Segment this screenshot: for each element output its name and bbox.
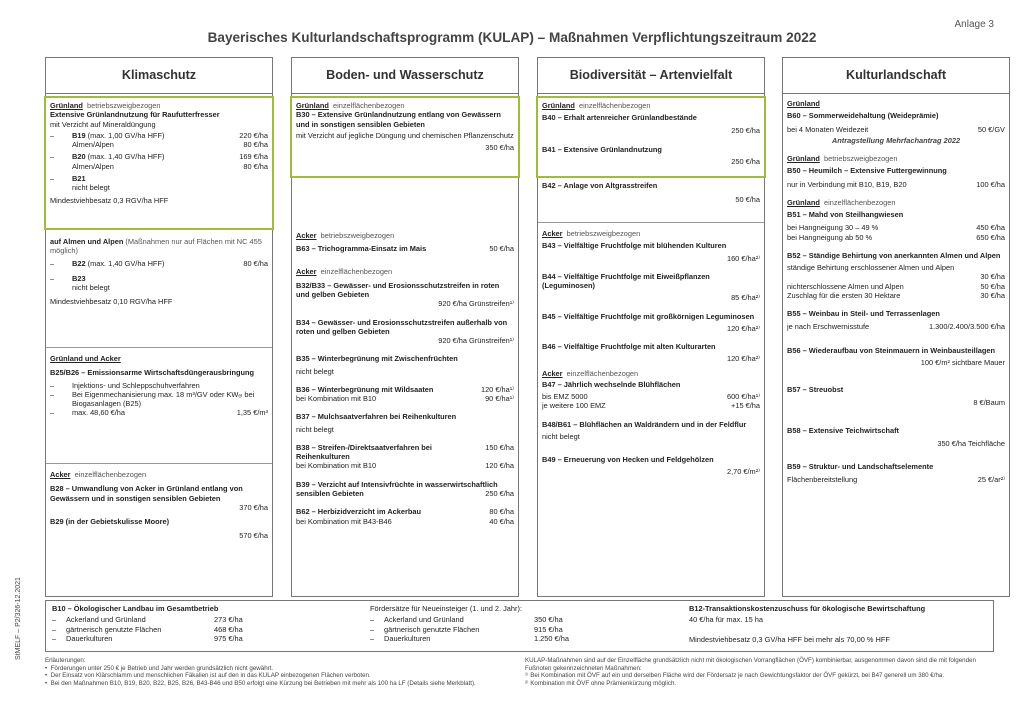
section-label: auf Almen und Alpen — [50, 237, 124, 246]
rate-value: 30 €/ha — [980, 290, 1005, 300]
min-stock: Mindestviehbesatz 0,10 RGV/ha HFF — [50, 297, 173, 307]
measure-title: B36 – Winterbegrünung mit Wildsaaten — [296, 384, 434, 394]
column-klimaschutz — [45, 57, 273, 597]
measure-text: mit Verzicht auf jegliche Düngung und chemischen Pflanzenschutz — [296, 130, 514, 140]
rate-value: 1.250 €/ha — [534, 633, 569, 643]
measure-text: max. 48,60 €/ha — [72, 408, 126, 418]
area-label: Grünland — [542, 101, 575, 110]
measure-text: nicht belegt — [296, 366, 334, 376]
measure-box-acker-einzel — [46, 463, 272, 593]
min-stock: Mindestviehbesatz 0,3 RGV/ha HFF — [50, 196, 169, 206]
rate-value: 80 €/ha — [489, 507, 514, 517]
rate-value: 169 €/ha — [239, 152, 268, 162]
column-boden-wasserschutz — [291, 57, 519, 597]
rate-value: 220 €/ha — [239, 130, 268, 140]
measure-b20: – B20 (max. 1,40 GV/ha HFF) 169 €/ha Almen/Alpen 80 €/ha — [50, 152, 268, 171]
measure-box-acker — [292, 228, 518, 628]
application-note: Antragstellung Mehrfachantrag 2022 — [831, 135, 961, 145]
rate-value: 80 €/ha — [243, 161, 268, 171]
b12-block — [689, 604, 989, 644]
rate-label: Dauerkulturen — [66, 633, 113, 643]
measure-title: B58 – Extensive Teichwirtschaft — [787, 425, 899, 435]
measure-box-gruenland-betrieb — [44, 96, 274, 230]
column-biodiversitaet — [537, 57, 765, 597]
rate-value: 600 €/ha¹⁾ — [726, 392, 760, 401]
neueinsteiger-block: Fördersätze für Neueinsteiger (1. und 2. Jahr): – Ackerland und Grünland 350 €/ha – gärtnerisch genutzte Flächen 915 €/ha – Dauerkulturen 1.250 €/ha — [370, 604, 600, 643]
footnotes-right — [525, 657, 995, 687]
measure-box-kulturlandschaft — [783, 96, 1009, 626]
measure-box-almen — [46, 234, 272, 350]
measure-title: B42 – Anlage von Altgrasstreifen — [542, 181, 658, 190]
rate-value: 50 €/ha — [980, 281, 1005, 291]
measure-code: B21 — [72, 173, 86, 183]
footnote-title: Erläuterungen: — [45, 657, 86, 664]
rate-value: 250 €/ha — [731, 157, 760, 166]
measure-title: B47 – Jährlich wechselnde Blühflächen — [542, 379, 681, 389]
measure-text: Bei Eigenmechanisierung max. 18 m³/GV oder KWₑₗ bei Biogasanlagen (B25) — [72, 389, 255, 408]
scope-label: einzelflächenbezogen — [74, 470, 147, 479]
footnote-item: Förderungen unter 250 € je Betrieb und Jahr werden grundsätzlich nicht gewährt. — [50, 664, 274, 672]
measure-title: B25/B26 – Emissionsarme Wirtschaftsdüngerausbringung — [50, 368, 255, 378]
rate-value: 975 €/ha — [214, 633, 243, 643]
rate-value: 80 €/ha — [243, 258, 268, 268]
oeko-landbau-box — [45, 600, 994, 652]
measure-title: B57 – Streuobst — [787, 385, 844, 394]
measure-title: B35 – Winterbegrünung mit Zwischenfrüchten — [296, 354, 458, 364]
measure-title: B10 – Ökologischer Landbau im Gesamtbetrieb — [52, 604, 219, 613]
rate-value: 30 €/ha — [980, 272, 1005, 282]
measure-title: B44 – Vielfältige Fruchtfolge mit Eiweißpflanzen (Leguminosen) — [542, 271, 710, 290]
measure-text: (max. 1,00 GV/ha HFF) — [87, 130, 165, 140]
rate-value: 50 €/ha — [489, 244, 514, 254]
rate-value: 120 €/ha²⁾ — [726, 354, 760, 364]
rate-value: 450 €/ha — [976, 223, 1005, 233]
measure-text: nicht belegt — [72, 283, 110, 292]
sub-label: Almen/Alpen — [72, 161, 114, 171]
measure-title: B45 – Vielfältige Fruchtfolge mit großkörnigen Leguminosen — [542, 311, 755, 321]
rate-value: 150 €/ha — [485, 442, 514, 452]
min-stock: Mindestviehbesatz 0,3 GV/ha HFF bei mehr als 70,00 % HFF — [689, 634, 890, 644]
combination-label: bei Kombination mit B10 — [296, 461, 377, 471]
rate-label: Flächenbereitstellung — [787, 475, 858, 485]
combination-label: bei Kombination mit B43-B46 — [296, 516, 392, 526]
rate-label: nichterschlossene Almen und Alpen — [787, 281, 904, 291]
rate-value: 920 €/ha Grünstreifen¹⁾ — [438, 299, 514, 309]
rate-value: 1,35 €/m³ — [236, 408, 268, 418]
rate-value: 50 €/ha — [735, 195, 760, 205]
measure-code: B22 — [72, 258, 86, 268]
rate-value: 120 €/ha²⁾ — [726, 323, 760, 333]
area-label: Grünland — [787, 197, 820, 207]
measure-title: B46 – Vielfältige Fruchtfolge mit alten Kulturarten — [542, 342, 716, 351]
annex-label: Anlage 3 — [954, 19, 994, 30]
rate-value: 370 €/ha — [239, 502, 268, 512]
area-label: Grünland — [787, 99, 820, 108]
measure-title: B51 – Mahd von Steilhangwiesen — [787, 210, 904, 219]
measure-title: B34 – Gewässer- und Erosionsschutzstreifen außerhalb von roten und gelben Gebieten — [296, 317, 508, 336]
measure-code: B23 — [72, 273, 86, 283]
measure-title: B30 – Extensive Grünlandnutzung entlang von Gewässern und in sonstigen sensiblen Gebieten — [296, 110, 501, 129]
measure-title: B62 – Herbizidverzicht im Ackerbau — [296, 507, 422, 517]
footnote-item: Der Einsatz von Klärschlamm und menschlichen Fäkalien ist auf den in das KULAP einbezogenen Flächen verboten. — [50, 672, 371, 680]
measure-text: (max. 1,40 GV/ha HFF) — [87, 258, 165, 268]
rate-label: 40 €/ha für max. 15 ha — [689, 615, 763, 625]
measure-box-b42 — [538, 178, 764, 224]
footnote-item: ²⁾ Kombination mit ÖVF ohne Prämienkürzung möglich. — [525, 679, 677, 687]
measure-title: Extensive Grünlandnutzung für Raufutterfresser — [50, 110, 220, 120]
rate-value: 250 €/ha — [731, 125, 760, 135]
column-heading: Kulturlandschaft — [783, 58, 1009, 94]
rate-label: je nach Erschwernisstufe — [787, 322, 870, 332]
combination-label: bei Kombination mit B10 — [296, 394, 377, 403]
measure-box-b40-b41 — [536, 96, 766, 178]
area-label: Acker — [542, 368, 563, 378]
scope-label: betriebszweigbezogen — [566, 229, 641, 238]
rate-value: 273 €/ha — [214, 615, 243, 625]
rate-label: bei Hangneigung 30 – 49 % — [787, 223, 879, 233]
scope-label: einzelflächenbezogen — [823, 197, 896, 207]
measure-title: B40 – Erhalt artenreicher Grünlandbestände — [542, 113, 697, 123]
section-note: (Maßnahmen nur auf Flächen mit NC 455 möglich) — [50, 237, 262, 256]
rate-label: bei 4 Monaten Weidezeit — [787, 124, 869, 134]
rate-value: 350 €/ha — [534, 615, 563, 625]
rate-value: 650 €/ha — [976, 232, 1005, 242]
rate-label: gärtnerisch genutzte Flächen — [384, 624, 480, 634]
rate-value: 100 €/ha — [976, 179, 1005, 189]
measure-code: B20 — [72, 152, 86, 162]
footnotes-left: Erläuterungen: • Förderungen unter 250 € je Betrieb und Jahr werden grundsätzlich nicht gewährt. • Der Einsatz von Klärschlamm und menschlichen Fäkalien ist auf den in das KULAP einbezogenen Flächen verboten. • Bei den Maßnahmen B10, B19, B20, B22, B25, B26, B43-B46 und B50 erfolgt eine Kürzung bei Betrieben mit mehr als 100 ha LF (Details siehe Merkblatt). — [45, 657, 515, 687]
scope-label: einzelflächenbezogen — [578, 101, 651, 110]
rate-label: Zuschlag für die ersten 30 Hektare — [787, 290, 901, 300]
rate-label: Ackerland und Grünland — [384, 615, 464, 625]
measure-title: B32/B33 – Gewässer- und Erosionsschutzstreifen in roten und gelben Gebieten — [296, 280, 500, 299]
rate-label: bei Hangneigung ab 50 % — [787, 232, 873, 242]
measure-text: Injektions- und Schleppschuhverfahren — [72, 380, 200, 390]
rate-label: nur in Verbindung mit B10, B19, B20 — [787, 179, 907, 189]
rate-value: 2,70 €/m²⁾ — [726, 467, 760, 477]
measure-b19: – B19 (max. 1,00 GV/ha HFF) 220 €/ha Almen/Alpen 80 €/ha — [50, 130, 268, 149]
column-kulturlandschaft — [782, 57, 1010, 597]
measure-title: B41 – Extensive Grünlandnutzung — [542, 144, 662, 154]
sub-label: Almen/Alpen — [72, 140, 114, 149]
scope-label: einzelflächenbezogen — [332, 101, 405, 110]
measure-text: (max. 1,40 GV/ha HFF) — [87, 152, 165, 162]
measure-title: B28 – Umwandlung von Acker in Grünland entlang von Gewässern und in sonstigen sensiblen Gebieten — [50, 484, 243, 503]
measure-code: B19 — [72, 130, 86, 140]
measure-title: B43 – Vielfältige Fruchtfolge mit blühenden Kulturen — [542, 241, 727, 251]
scope-label: einzelflächenbezogen — [566, 368, 639, 378]
measure-text: nicht belegt — [296, 424, 334, 434]
footnote-item: Bei den Maßnahmen B10, B19, B20, B22, B25, B26, B43-B46 und B50 erfolgt eine Kürzung bei Betrieben mit mehr als 100 ha LF (Details siehe Merkblatt). — [50, 679, 476, 687]
rate-label: bis EMZ 5000 — [542, 392, 588, 401]
area-label: Grünland — [787, 154, 820, 163]
rate-value: 468 €/ha — [214, 624, 243, 634]
rate-value: 350 €/ha — [485, 143, 514, 152]
section-label: Fördersätze für Neueinsteiger (1. und 2. Jahr): — [370, 604, 522, 613]
rate-value: 100 €/m² sichtbare Mauer — [920, 357, 1005, 367]
rate-value: 25 €/ar²⁾ — [977, 475, 1005, 485]
scope-label: betriebszweigbezogen — [86, 101, 161, 110]
area-label: Grünland — [50, 101, 83, 110]
area-label: Acker — [542, 229, 563, 238]
measure-title: B48/B61 – Blühflächen an Waldrändern und in der Feldflur — [542, 419, 747, 429]
measure-title: B12-Transaktionskostenzuschuss für ökologische Bewirtschaftung — [689, 604, 926, 613]
rate-label: Ackerland und Grünland — [66, 615, 146, 625]
measure-box-gruenland-acker: Grünland und Acker B25/B26 – Emissionsarme Wirtschaftsdüngerausbringung – Injektions- und Schleppschuhverfahren – Bei Eigenmechanisierung max. 18 m³/GV oder KWₑₗ bei Biogasanlagen (B25) – max. 48,60 €/ha 1,35 €/m³ — [46, 347, 272, 463]
rate-value: 915 €/ha — [534, 624, 563, 634]
b10-block: B10 – Ökologischer Landbau im Gesamtbetrieb – Ackerland und Grünland 273 €/ha – gärtnerisch genutzte Flächen 468 €/ha – Dauerkulturen 975 €/ha — [52, 604, 262, 643]
rate-value: 85 €/ha²⁾ — [731, 293, 760, 303]
measure-title: B59 – Struktur- und Landschaftselemente — [787, 462, 934, 471]
rate-label: ständige Behirtung erschlossener Almen und Alpen — [787, 263, 955, 272]
scope-label: betriebszweigbezogen — [320, 231, 395, 240]
measure-title: B39 – Verzicht auf Intensivfrüchte in wasserwirtschaftlich sensiblen Gebieten — [296, 479, 498, 498]
measure-title: B49 – Erneuerung von Hecken und Feldgehölzen — [542, 455, 714, 464]
document-code: StMELF – P2/326-12.2021 — [15, 577, 22, 660]
measure-title: B50 – Heumilch – Extensive Futtergewinnung — [787, 166, 947, 176]
rate-value: 80 €/ha — [243, 140, 268, 149]
measure-title: B29 (in der Gebietskulisse Moore) — [50, 517, 170, 526]
rate-value: 250 €/ha — [485, 489, 514, 498]
measure-title: B63 – Trichogramma-Einsatz im Mais — [296, 244, 427, 254]
area-label: Acker — [296, 266, 317, 276]
measure-box-acker — [538, 222, 764, 628]
measure-subtitle: mit Verzicht auf Mineraldüngung — [50, 119, 156, 129]
rate-label: je weitere 100 EMZ — [542, 401, 606, 411]
measure-b22: – B22 (max. 1,40 GV/ha HFF) 80 €/ha — [50, 258, 268, 268]
measure-title: B60 – Sommerweidehaltung (Weideprämie) — [787, 111, 939, 121]
column-heading: Boden- und Wasserschutz — [292, 58, 518, 94]
footnote-item: ¹⁾ Bei Kombination mit ÖVF auf ein und derselben Fläche wird der Fördersatz je nach Gewichtungsfaktor der ÖVF gekürzt, bei B47 generell um 380 €/ha. — [525, 672, 945, 680]
scope-label: betriebszweigbezogen — [823, 154, 898, 163]
measure-title: B55 – Weinbau in Steil- und Terrassenlagen — [787, 309, 940, 318]
rate-value: 570 €/ha — [239, 531, 268, 541]
rate-value: 920 €/ha Grünstreifen¹⁾ — [438, 336, 514, 345]
column-heading: Biodiversität – Artenvielfalt — [538, 58, 764, 94]
measure-text: nicht belegt — [542, 431, 580, 441]
measure-title: B56 – Wiederaufbau von Steinmauern in Weinbausteillagen — [787, 345, 996, 355]
rate-value: +15 €/ha — [731, 401, 760, 411]
rate-value: 160 €/ha²⁾ — [726, 253, 760, 263]
area-label: Grünland — [296, 101, 329, 110]
measure-text: nicht belegt — [72, 183, 110, 192]
measure-title: B52 – Ständige Behirtung von anerkannten Almen und Alpen — [787, 250, 1001, 260]
page-title: Bayerisches Kulturlandschaftsprogramm (KULAP) – Maßnahmen Verpflichtungszeitraum 2022 — [207, 30, 817, 45]
rate-value: 50 €/GV — [977, 124, 1005, 134]
measure-b21: – B21 nicht belegt — [50, 174, 268, 193]
measure-title: B37 – Mulchsaatverfahren bei Reihenkulturen — [296, 412, 457, 422]
rate-value: 40 €/ha — [489, 516, 514, 526]
rate-value: 350 €/ha Teichfläche — [937, 438, 1005, 448]
measure-title: B38 – Streifen-/Direktsaatverfahren bei Reihenkulturen — [296, 442, 432, 461]
rate-label: Dauerkulturen — [384, 633, 431, 643]
area-label: Acker — [296, 231, 317, 240]
measure-box-b30 — [290, 96, 520, 178]
scope-label: einzelflächenbezogen — [320, 266, 393, 276]
rate-value: 90 €/ha¹⁾ — [485, 394, 514, 403]
rate-value: 8 €/Baum — [973, 398, 1005, 408]
footnote-item: KULAP-Maßnahmen sind auf der Einzelfläche grundsätzlich nicht mit ökologischen Vorrangflächen (ÖVF) kombinierbar, ausgenommen davon sind die mit folgenden Fußnoten gekennzeichneten Maßnahmen: — [525, 657, 976, 672]
rate-label: gärtnerisch genutzte Flächen — [66, 624, 162, 634]
measure-b23: – B23 nicht belegt — [50, 274, 268, 293]
column-heading: Klimaschutz — [46, 58, 272, 94]
area-label: Grünland und Acker — [50, 354, 121, 363]
area-label: Acker — [50, 470, 71, 479]
rate-value: 120 €/ha — [485, 461, 514, 471]
rate-value: 1.300/2.400/3.500 €/ha — [928, 322, 1005, 332]
rate-value: 120 €/ha¹⁾ — [480, 384, 514, 394]
